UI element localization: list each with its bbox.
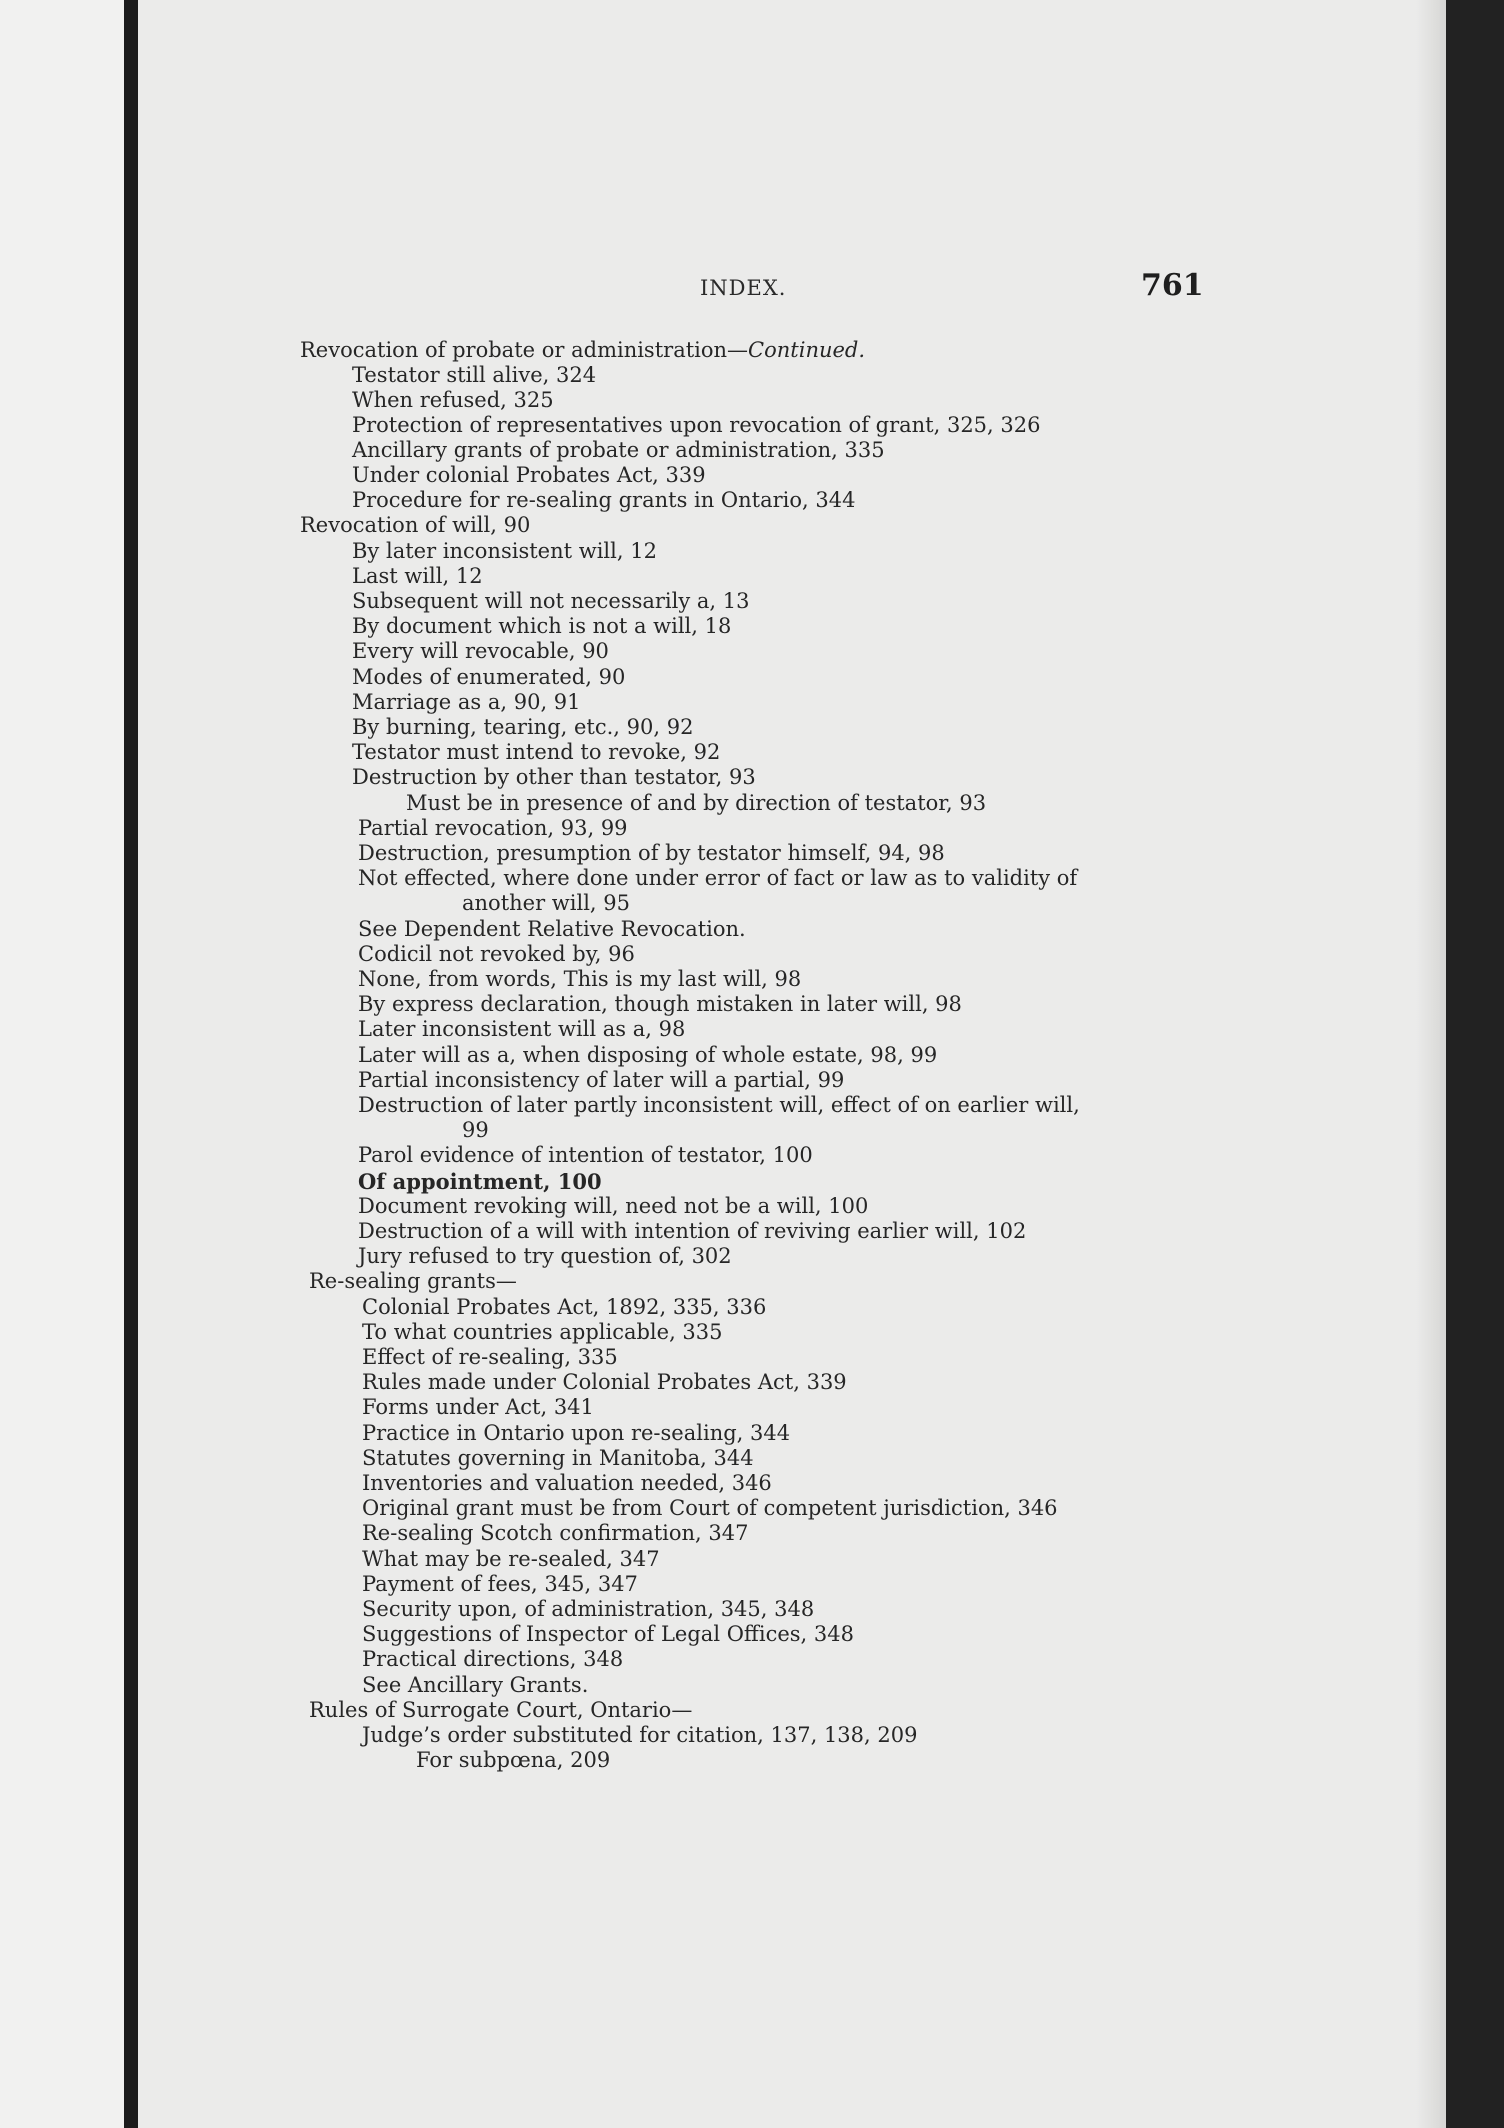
index-continuation: 99	[462, 1118, 489, 1142]
index-subentry: Of appointment, 100	[358, 1169, 602, 1194]
index-subentry: Colonial Probates Act, 1892, 335, 336	[362, 1295, 767, 1319]
index-subentry: What may be re-sealed, 347	[362, 1547, 660, 1571]
index-subentry: Document revoking will, need not be a will, 100	[358, 1194, 869, 1218]
index-subentry: Testator must intend to revoke, 92	[352, 740, 721, 764]
index-subentry: Later inconsistent will as a, 98	[358, 1017, 686, 1041]
running-header: INDEX.	[700, 276, 787, 300]
index-subsubentry: For subpœna, 209	[416, 1748, 611, 1772]
index-subentry: Forms under Act, 341	[362, 1395, 594, 1419]
index-subentry: Codicil not revoked by, 96	[358, 942, 635, 966]
scan-border	[1446, 0, 1504, 2128]
index-subentry: Payment of fees, 345, 347	[362, 1572, 638, 1596]
index-subentry: Testator still alive, 324	[352, 363, 597, 387]
index-subentry: Procedure for re-sealing grants in Ontario, 344	[352, 488, 856, 512]
index-subentry: Original grant must be from Court of competent jurisdiction, 346	[362, 1496, 1058, 1520]
index-heading: Re-sealing grants—	[309, 1269, 517, 1293]
index-subentry: Destruction, presumption of by testator himself, 94, 98	[358, 841, 945, 865]
index-subentry: Subsequent will not necessarily a, 13	[352, 589, 750, 613]
entry-text: Revocation of probate or administration—	[300, 338, 749, 362]
index-subentry: Under colonial Probates Act, 339	[352, 463, 706, 487]
index-subentry: Partial inconsistency of later will a partial, 99	[358, 1068, 845, 1092]
index-subentry: When refused, 325	[352, 388, 554, 412]
index-subentry: Practical directions, 348	[362, 1647, 624, 1671]
index-subentry: Every will revocable, 90	[352, 639, 609, 663]
index-subentry: Modes of enumerated, 90	[352, 665, 626, 689]
index-subentry: Suggestions of Inspector of Legal Offices, 348	[362, 1622, 854, 1646]
index-subentry: Re-sealing Scotch confirmation, 347	[362, 1521, 749, 1545]
index-subentry: Parol evidence of intention of testator, 100	[358, 1143, 813, 1167]
index-subentry: Rules made under Colonial Probates Act, 339	[362, 1370, 847, 1394]
index-subentry: Last will, 12	[352, 564, 483, 588]
index-subentry: Practice in Ontario upon re-sealing, 344	[362, 1421, 791, 1445]
index-subentry: Effect of re-sealing, 335	[362, 1345, 618, 1369]
index-subentry: Partial revocation, 93, 99	[358, 816, 628, 840]
index-subentry: Judge’s order substituted for citation, 137, 138, 209	[362, 1723, 918, 1747]
index-subentry: By document which is not a will, 18	[352, 614, 732, 638]
index-subentry: Not effected, where done under error of fact or law as to validity of	[358, 866, 1078, 890]
index-heading: Revocation of will, 90	[300, 513, 531, 537]
index-subentry: Ancillary grants of probate or administration, 335	[352, 438, 885, 462]
index-subentry: By burning, tearing, etc., 90, 92	[352, 715, 694, 739]
index-subentry: Destruction of later partly inconsistent will, effect of on earlier will,	[358, 1093, 1080, 1117]
page-number: 761	[1141, 268, 1204, 303]
index-heading: Rules of Surrogate Court, Ontario—	[309, 1698, 693, 1722]
index-subentry: Security upon, of administration, 345, 348	[362, 1597, 815, 1621]
index-subentry: To what countries applicable, 335	[362, 1320, 723, 1344]
index-subentry: See Dependent Relative Revocation.	[358, 917, 746, 941]
index-subentry: Destruction by other than testator, 93	[352, 765, 756, 789]
index-subentry: See Ancillary Grants.	[362, 1673, 589, 1697]
index-subentry: Protection of representatives upon revocation of grant, 325, 326	[352, 413, 1041, 437]
index-subentry: Jury refused to try question of, 302	[358, 1244, 732, 1268]
index-subentry: By express declaration, though mistaken in later will, 98	[358, 992, 962, 1016]
index-subentry: None, from words, This is my last will, 98	[358, 967, 802, 991]
index-subsubentry: Must be in presence of and by direction of testator, 93	[406, 791, 987, 815]
continued-marker: Continued.	[748, 338, 866, 362]
index-heading	[300, 338, 865, 363]
index-subentry: Destruction of a will with intention of reviving earlier will, 102	[358, 1219, 1027, 1243]
index-subentry: Later will as a, when disposing of whole estate, 98, 99	[358, 1043, 938, 1067]
index-subentry: Inventories and valuation needed, 346	[362, 1471, 772, 1495]
index-continuation: another will, 95	[462, 891, 630, 915]
index-subentry: Statutes governing in Manitoba, 344	[362, 1446, 754, 1470]
index-subentry: By later inconsistent will, 12	[352, 539, 657, 563]
index-subentry: Marriage as a, 90, 91	[352, 690, 581, 714]
